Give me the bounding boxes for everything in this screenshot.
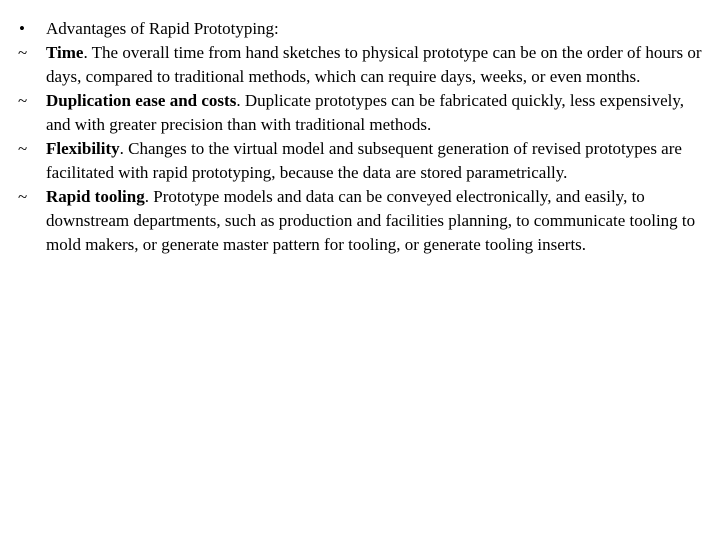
item-term: Duplication ease and costs	[46, 91, 237, 110]
item-text: . Prototype models and data can be conveyed electronically, and easily, to downstream departments, such as production and facilities planning, to communicate tooling to mold makers, or generate master pattern for tooling, or generate tooling inserts.	[46, 187, 696, 254]
item-term: Flexibility	[46, 139, 120, 158]
list-item-rapid-tooling	[18, 185, 708, 257]
heading-item	[18, 17, 708, 41]
tilde-bullet-icon: ~	[18, 139, 28, 158]
bullet-icon: •	[19, 19, 25, 38]
slide-content	[18, 17, 708, 257]
tilde-bullet-icon: ~	[18, 187, 28, 206]
list-item-time	[18, 41, 708, 89]
tilde-bullet-icon: ~	[18, 43, 28, 62]
item-text: . The overall time from hand sketches to physical prototype can be on the order of hours or days, compared to traditional methods, which can require days, weeks, or even months.	[46, 43, 702, 86]
tilde-bullet-icon: ~	[18, 91, 28, 110]
list-item-flexibility	[18, 137, 708, 185]
list-item-duplication	[18, 89, 708, 137]
item-term: Time	[46, 43, 84, 62]
item-text: . Changes to the virtual model and subsequent generation of revised prototypes are facilitated with rapid prototyping, because the data are stored parametrically.	[46, 139, 682, 182]
heading-text: Advantages of Rapid Prototyping:	[46, 19, 279, 38]
item-text: . Duplicate prototypes can be fabricated quickly, less expensively, and with greater precision than with traditional methods.	[46, 91, 684, 134]
item-term: Rapid tooling	[46, 187, 145, 206]
